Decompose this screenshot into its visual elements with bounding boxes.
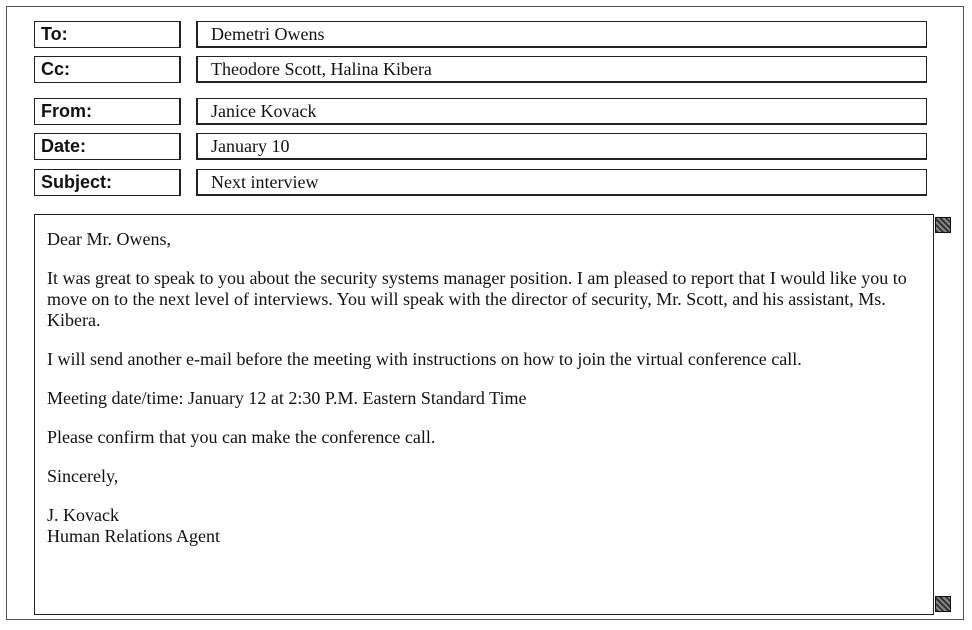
date-label: Date:: [34, 133, 181, 160]
paragraph-3: Please confirm that you can make the conference call.: [47, 427, 436, 447]
from-field[interactable]: Janice Kovack: [196, 98, 927, 125]
paragraph-2: I will send another e-mail before the meeting with instructions on how to join the virtual conference call.: [47, 349, 802, 369]
to-label: To:: [34, 21, 181, 48]
subject-label: Subject:: [34, 169, 181, 196]
date-field[interactable]: January 10: [196, 133, 927, 160]
from-label: From:: [34, 98, 181, 125]
subject-field[interactable]: Next interview: [196, 169, 927, 196]
date-row: [34, 133, 927, 160]
message-body[interactable]: [34, 214, 934, 615]
cc-field[interactable]: Theodore Scott, Halina Kibera: [196, 56, 927, 83]
cc-row: [34, 56, 927, 83]
scroll-up-icon[interactable]: [935, 217, 951, 233]
cc-label: Cc:: [34, 56, 181, 83]
paragraph-1: It was great to speak to you about the security systems manager position. I am pleased to report that I would like you to move on to the next level of interviews. You will speak with the director of security, Mr. Scott, and his assistant, Ms. Kibera.: [47, 268, 907, 330]
signature-title: Human Relations Agent: [47, 526, 220, 546]
greeting: Dear Mr. Owens,: [47, 229, 171, 249]
message-text: [47, 229, 919, 547]
to-field[interactable]: Demetri Owens: [196, 21, 927, 48]
scroll-down-icon[interactable]: [935, 596, 951, 612]
to-row: [34, 21, 927, 48]
signature-name: J. Kovack: [47, 505, 119, 525]
subject-row: [34, 169, 927, 196]
closing: Sincerely,: [47, 466, 119, 486]
email-window: [6, 6, 964, 620]
meeting-line: Meeting date/time: January 12 at 2:30 P.M. Eastern Standard Time: [47, 388, 527, 408]
from-row: [34, 98, 927, 125]
